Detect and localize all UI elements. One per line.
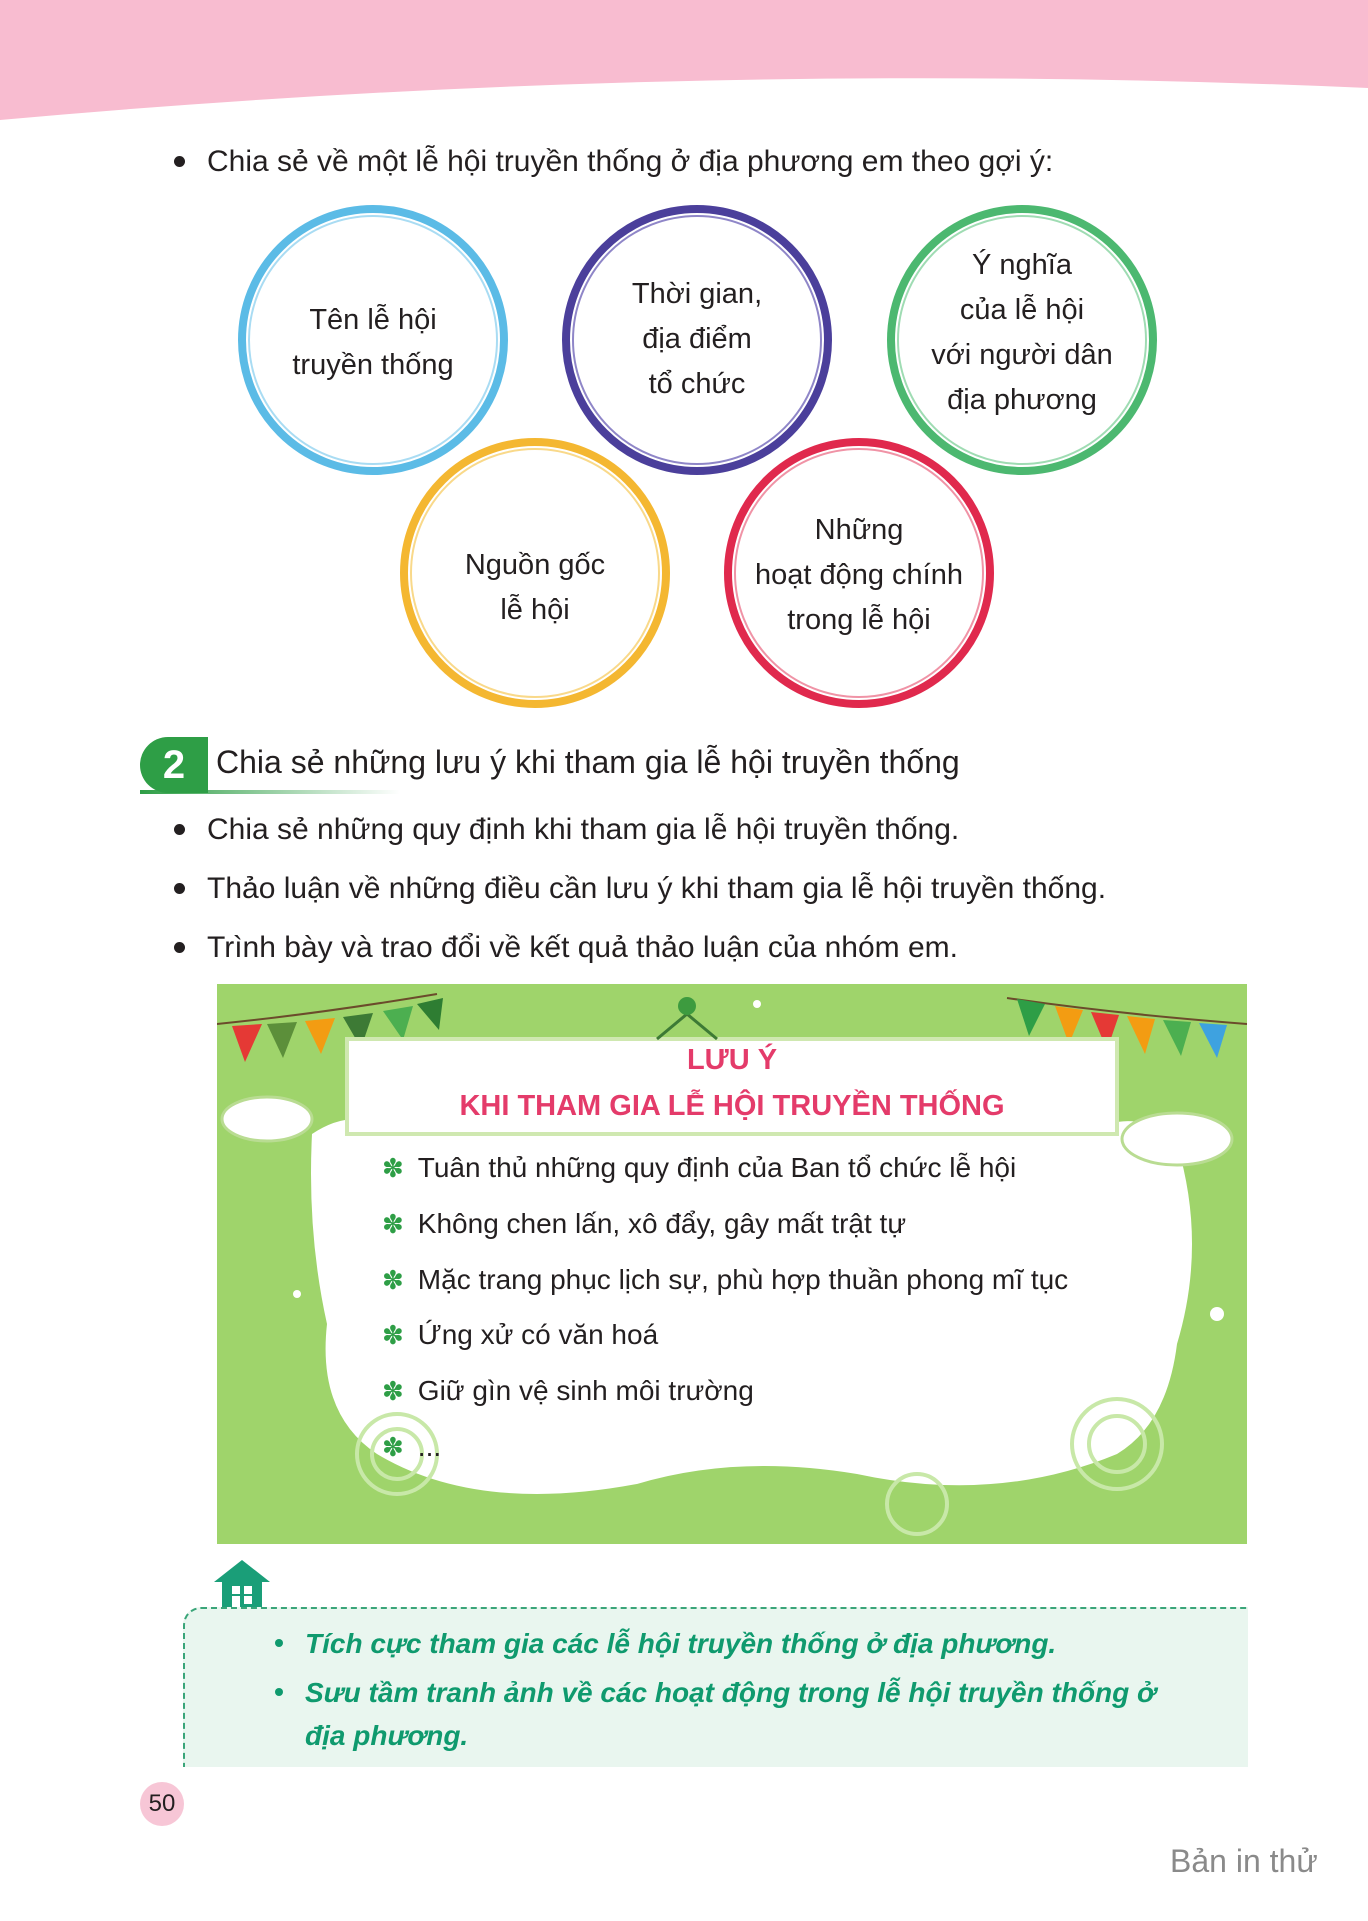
flower-icon: ✽ <box>382 1209 404 1239</box>
note-item: ✽ Giữ gìn vệ sinh môi trường <box>382 1375 754 1406</box>
section-bullet-text: Chia sẻ những quy định khi tham gia lễ hội truyền thống. <box>207 813 960 846</box>
circle-meaning-text: Ý nghĩa của lễ hội với người dân địa phương <box>931 249 1113 416</box>
intro-bullet <box>174 144 1053 180</box>
draft-label: Bản in thử <box>1170 1843 1318 1879</box>
flower-icon: ✽ <box>382 1265 404 1295</box>
flower-icon: ✽ <box>382 1376 404 1406</box>
note-title-line2: KHI THAM GIA LỄ HỘI TRUYỀN THỐNG <box>459 1090 1005 1122</box>
section-title: Chia sẻ những lưu ý khi tham gia lễ hội truyền thống <box>216 744 960 780</box>
circle-festival-name-text: Tên lễ hội truyền thống <box>292 304 454 381</box>
circle-activities-text: Những hoạt động chính trong lễ hội <box>754 514 963 636</box>
home-item-continuation: địa phương. <box>305 1720 469 1751</box>
section-underline <box>140 790 400 794</box>
flower-icon: ✽ <box>382 1320 404 1350</box>
circle-origin-text: Nguồn gốc lễ hội <box>464 549 606 626</box>
intro-bullet-text: Chia sẻ về một lễ hội truyền thống ở địa phương em theo gợi ý: <box>207 145 1054 178</box>
bullet-dot <box>174 883 185 894</box>
header-band <box>0 0 1368 130</box>
bullet-dot <box>174 156 185 167</box>
home-item: Tích cực tham gia các lễ hội truyền thống ở địa phương. <box>275 1625 1056 1663</box>
page-number: 50 <box>140 1782 184 1826</box>
home-item: Sưu tầm tranh ảnh về các hoạt động trong lễ hội truyền thống ở <box>275 1674 1156 1712</box>
bullet-dot <box>275 1688 283 1696</box>
bullet-dot <box>174 824 185 835</box>
section-bullet <box>174 812 959 848</box>
section-bullet-text: Trình bày và trao đổi về kết quả thảo luận của nhóm em. <box>207 931 958 964</box>
home-activity-box <box>183 1607 1248 1767</box>
section-bullet <box>174 930 958 966</box>
note-item: ✽ Mặc trang phục lịch sự, phù hợp thuần phong mĩ tục <box>382 1264 1069 1295</box>
note-item: ✽ Ứng xử có văn hoá <box>382 1319 659 1350</box>
note-box <box>217 984 1247 1544</box>
note-item: ✽ Tuân thủ những quy định của Ban tổ chức lễ hội <box>382 1152 1017 1183</box>
note-item: ✽ Không chen lấn, xô đẩy, gây mất trật tự <box>382 1208 907 1239</box>
house-icon <box>210 1556 274 1610</box>
bullet-dot <box>275 1639 283 1647</box>
circle-time-place-text: Thời gian, địa điểm tổ chức <box>631 278 763 400</box>
flower-icon: ✽ <box>382 1432 404 1462</box>
bullet-dot <box>174 942 185 953</box>
note-item: ✽ ... <box>382 1431 442 1462</box>
section-number-badge: 2 <box>140 737 208 793</box>
section-bullet <box>174 871 1106 907</box>
flower-icon: ✽ <box>382 1153 404 1183</box>
note-title-line1: LƯU Ý <box>686 1044 778 1076</box>
section-bullet-text: Thảo luận về những điều cần lưu ý khi tham gia lễ hội truyền thống. <box>207 872 1107 905</box>
